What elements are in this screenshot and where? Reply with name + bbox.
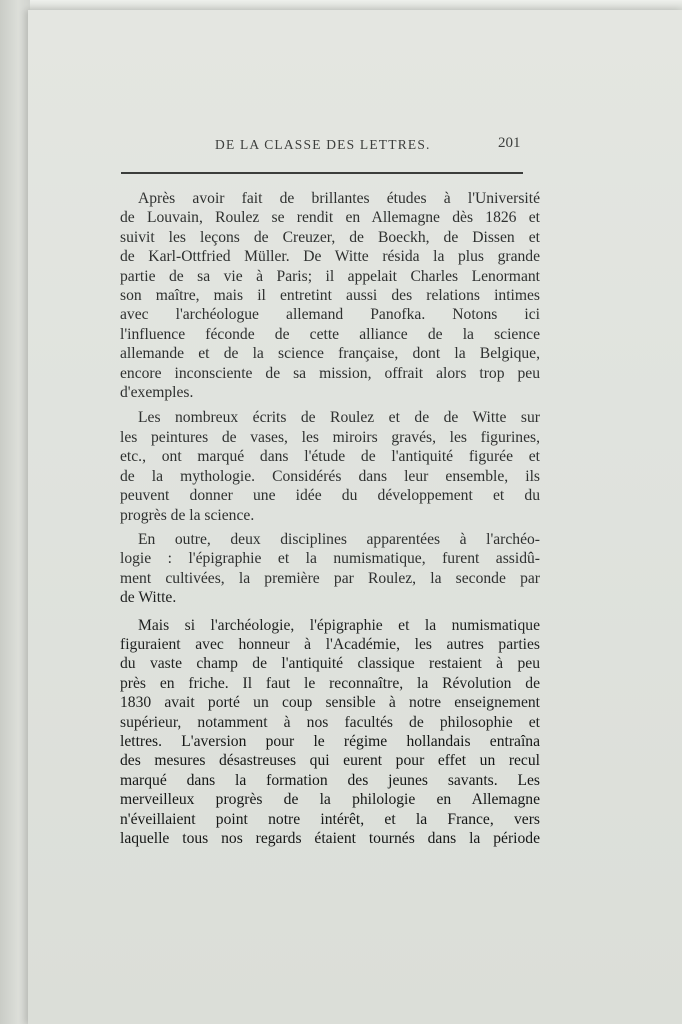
- text-line: ment cultivées, la première par Roulez, la seconde par: [120, 569, 540, 587]
- running-head: DE LA CLASSE DES LETTRES.: [215, 137, 431, 152]
- text-line: En outre, deux disciplines apparentées à l'archéo-: [138, 530, 540, 548]
- text-line: les peintures de vases, les miroirs gravés, les figurines,: [120, 428, 540, 446]
- text-line: de Louvain, Roulez se rendit en Allemagne dès 1826 et: [120, 209, 540, 227]
- text-line: supérieur, notamment à nos facultés de philosophie et: [120, 713, 540, 731]
- paragraph: [120, 616, 540, 849]
- header-rule: [121, 172, 523, 174]
- text-line: progrès de la science.: [120, 506, 255, 524]
- text-line: d'exemples.: [120, 384, 194, 402]
- paragraph: [120, 189, 540, 402]
- text-line: 1830 avait porté un coup sensible à notre enseignement: [120, 694, 540, 712]
- page-number: 201: [498, 135, 521, 151]
- text-line: des mesures désastreuses qui eurent pour effet un recul: [120, 752, 540, 770]
- text-line: encore inconsciente de sa mission, offrait alors trop peu: [120, 364, 540, 382]
- text-line: avec l'archéologue allemand Panofka. Notons ici: [120, 306, 540, 324]
- text-line: lettres. L'aversion pour le régime hollandais entraîna: [120, 732, 540, 750]
- text-line: Après avoir fait de brillantes études à l'Université: [138, 190, 540, 207]
- text-line: laquelle tous nos regards étaient tournés dans la période: [120, 830, 540, 847]
- text-line: Les nombreux écrits de Roulez et de de Witte sur: [138, 409, 540, 427]
- text-line: allemande et de la science française, dont la Belgique,: [120, 345, 540, 363]
- text-line: partie de sa vie à Paris; il appelait Charles Lenormant: [120, 267, 540, 285]
- text-line: peuvent donner une idée du développement et du: [120, 487, 540, 505]
- text-line: n'éveillaient point notre intérêt, et la France, vers: [120, 810, 540, 828]
- body-text: [120, 189, 540, 848]
- text-line: du vaste champ de l'antiquité classique restaient à peu: [120, 655, 540, 673]
- text-line: son maître, mais il entretint aussi des relations intimes: [120, 287, 540, 305]
- text-line: logie : l'épigraphie et la numismatique, furent assidû-: [120, 550, 540, 568]
- text-line: suivit les leçons de Creuzer, de Boeckh, de Dissen et: [120, 228, 540, 246]
- paragraph: [120, 408, 540, 524]
- text-line: l'influence féconde de cette alliance de la science: [120, 325, 540, 343]
- text-line: etc., ont marqué dans l'étude de l'antiquité figurée et: [120, 448, 540, 466]
- paragraph: [120, 530, 540, 608]
- text-line: merveilleux progrès de la philologie en Allemagne: [120, 791, 540, 809]
- text-line: de la mythologie. Considérés dans leur ensemble, ils: [120, 467, 540, 485]
- book-binding: [0, 0, 30, 1024]
- text-line: de Karl-Ottfried Müller. De Witte résida la plus grande: [120, 248, 540, 266]
- text-line: de Witte.: [120, 589, 177, 607]
- text-line: Mais si l'archéologie, l'épigraphie et la numismatique: [138, 616, 540, 634]
- text-line: marqué dans la formation des jeunes savants. Les: [120, 771, 540, 789]
- text-line: figuraient avec honneur à l'Académie, les autres parties: [120, 635, 540, 653]
- text-line: près en friche. Il faut le reconnaître, la Révolution de: [120, 674, 540, 692]
